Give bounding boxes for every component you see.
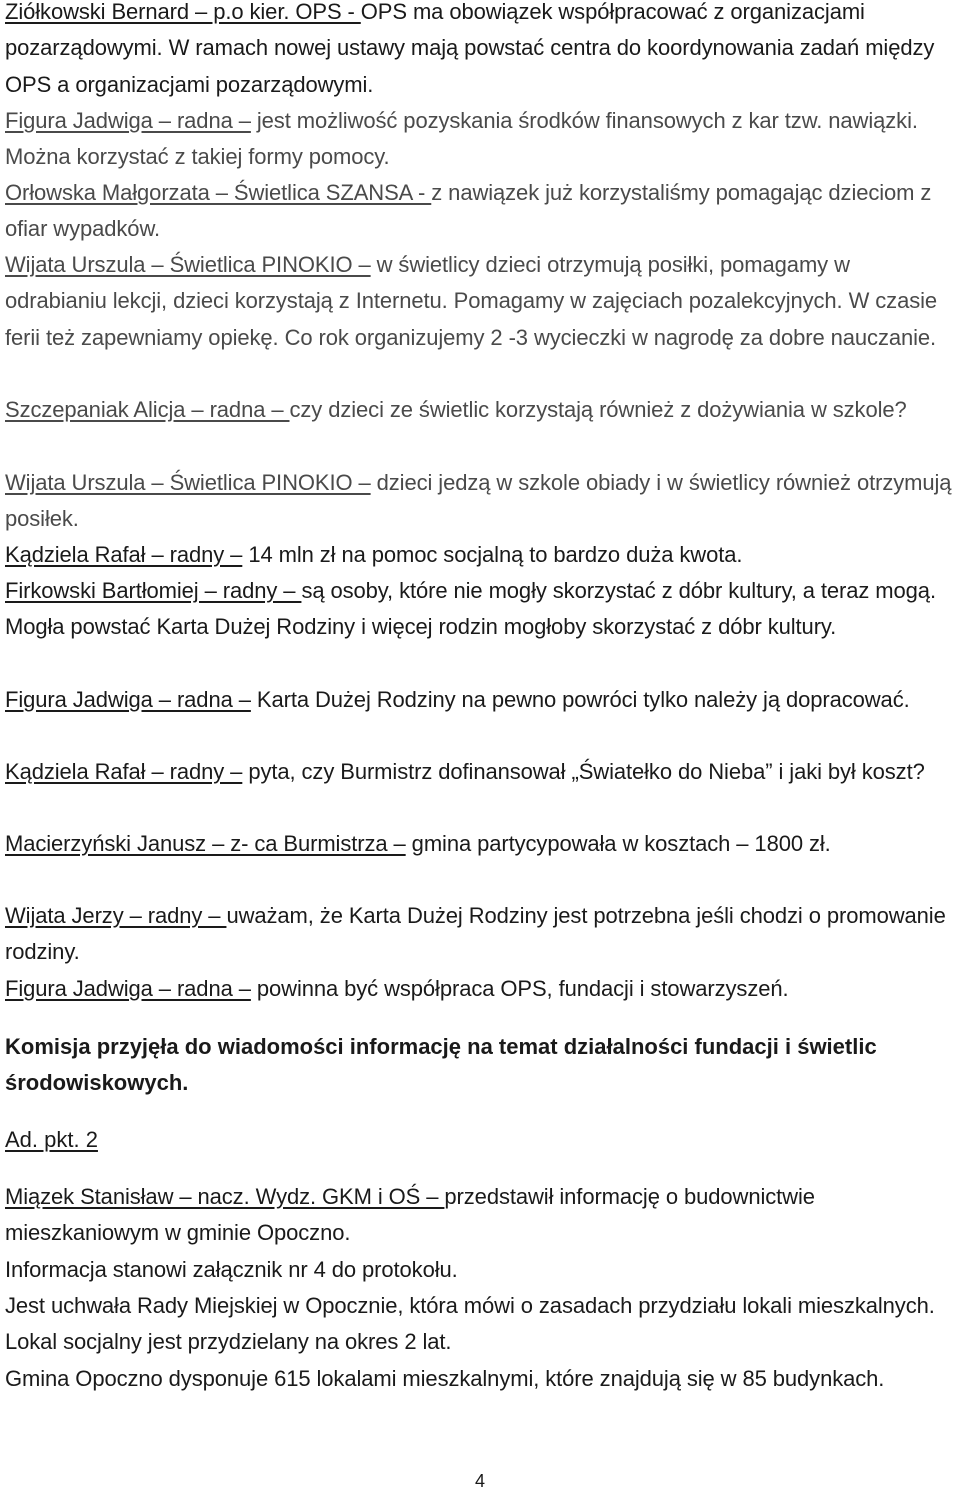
- statement-text: Karta Dużej Rodziny na pewno powróci tylko należy ją dopracować.: [250, 687, 910, 712]
- agenda-item-heading: Ad. pkt. 2: [5, 1127, 98, 1152]
- statement-text: są osoby, które nie mogły skorzystać z dóbr kultury, a teraz mogą. Mogła powstać Karta Dużej Rodziny i więcej rodzin mogłoby skorzystać z dóbr kultury.: [5, 578, 936, 640]
- statement-text: dzieci jedzą w szkole obiady i w świetlicy również otrzymują posiłek.: [5, 470, 952, 532]
- speaker-name: Ziółkowski Bernard – p.o kier. OPS -: [5, 0, 361, 24]
- statement-figura-3: [5, 971, 957, 1007]
- statement-macierzynski: [5, 826, 957, 862]
- attachment-note: Informacja stanowi załącznik nr 4 do protokołu.: [5, 1257, 458, 1282]
- speaker-name: Wijata Urszula – Świetlica PINOKIO –: [5, 252, 371, 277]
- speaker-name: Figura Jadwiga – radna –: [5, 108, 251, 133]
- speaker-name: Kądziela Rafał – radny –: [5, 759, 243, 784]
- statement-text: przedstawił informację o budownictwie mieszkaniowym w gminie Opoczno.: [5, 1184, 815, 1246]
- statement-ziolkowski: [5, 0, 957, 103]
- statement-text: w świetlicy dzieci otrzymują posiłki, pomagamy w odrabianiu lekcji, dzieci korzystają z Internetu. Pomagamy w zajęciach pozalekcyjnych. W czasie ferii też zapewniamy opiekę. Co rok organizujemy 2 -3 wycieczki w nagrodę za dobre nauczanie.: [5, 252, 938, 350]
- statement-wijata-jerzy: [5, 898, 957, 971]
- speaker-name: Orłowska Małgorzata – Świetlica SZANSA -: [5, 180, 432, 205]
- housing-resolution-note: Jest uchwała Rady Miejskiej w Opocznie, która mówi o zasadach przydziału lokali mieszkalnych. Lokal socjalny jest przydzielany na okres 2 lat.: [5, 1293, 935, 1355]
- statement-figura-1: [5, 103, 957, 176]
- statement-wijata-urszula-1: [5, 247, 957, 356]
- statement-text: z nawiązek już korzystaliśmy pomagając dzieciom z ofiar wypadków.: [5, 180, 932, 242]
- speaker-name: Wijata Jerzy – radny –: [5, 903, 227, 928]
- statement-text: powinna być współpraca OPS, fundacji i stowarzyszeń.: [250, 976, 789, 1001]
- statement-text: OPS ma obowiązek współpracować z organizacjami pozarządowymi. W ramach nowej ustawy mają powstać centra do koordynowania zadań między OPS a organizacjami pozarządowymi.: [5, 0, 935, 97]
- statement-orlowska: [5, 175, 957, 248]
- speaker-name: Wijata Urszula – Świetlica PINOKIO –: [5, 470, 371, 495]
- speaker-name: Figura Jadwiga – radna –: [5, 976, 251, 1001]
- speaker-name: Miązek Stanisław – nacz. Wydz. GKM i OŚ –: [5, 1184, 445, 1209]
- statement-szczepaniak: [5, 392, 957, 428]
- statement-text: czy dzieci ze świetlic korzystają również z dożywiania w szkole?: [289, 397, 907, 422]
- speaker-name: Firkowski Bartłomiej – radny –: [5, 578, 302, 603]
- statement-text: jest możliwość pozyskania środków finansowych z kar tzw. nawiązki. Można korzystać z takiej formy pomocy.: [5, 108, 918, 170]
- statement-kadziela-1: [5, 537, 957, 573]
- statement-text: pyta, czy Burmistrz dofinansował „Światełko do Nieba” i jaki był koszt?: [242, 759, 925, 784]
- speaker-name: Figura Jadwiga – radna –: [5, 687, 251, 712]
- speaker-name: Macierzyński Janusz – z- ca Burmistrza –: [5, 831, 406, 856]
- speaker-name: Szczepaniak Alicja – radna –: [5, 397, 290, 422]
- speaker-name: Kądziela Rafał – radny –: [5, 542, 243, 567]
- statement-figura-2: [5, 682, 957, 718]
- commission-resolution: Komisja przyjęła do wiadomości informację na temat działalności fundacji i świetlic środowiskowych.: [5, 1034, 877, 1096]
- page-number: 4: [474, 1471, 485, 1491]
- statement-text: uważam, że Karta Dużej Rodziny jest potrzebna jeśli chodzi o promowanie rodziny.: [5, 903, 946, 965]
- statement-kadziela-2: [5, 754, 957, 790]
- statement-text: gmina partycypowała w kosztach – 1800 zł.: [405, 831, 831, 856]
- statement-wijata-urszula-2: [5, 465, 957, 538]
- housing-stock-note: Gmina Opoczno dysponuje 615 lokalami mieszkalnymi, które znajdują się w 85 budynkach.: [5, 1366, 885, 1391]
- statement-firkowski: [5, 573, 957, 646]
- statement-text: 14 mln zł na pomoc socjalną to bardzo duża kwota.: [242, 542, 743, 567]
- statement-miazek: [5, 1179, 957, 1252]
